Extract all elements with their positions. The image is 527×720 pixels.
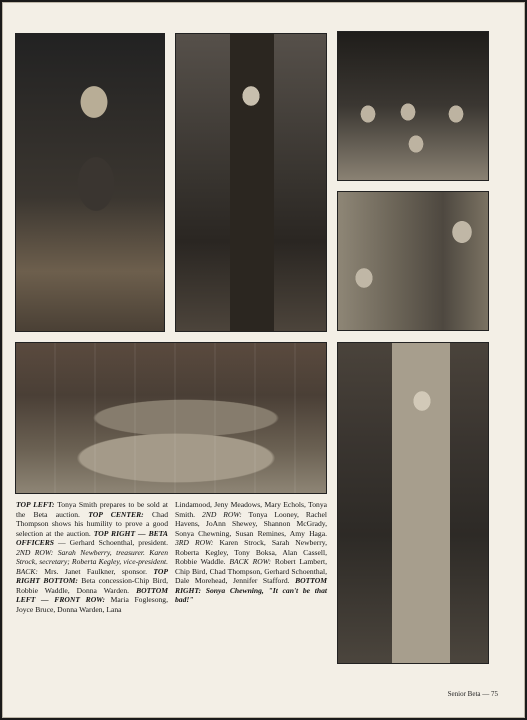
col2-run: BOTTOM RIGHT: Sonya Chewning, "It can't be that bad!" <box>175 576 327 605</box>
page-folio: Senior Beta — 75 <box>447 690 498 698</box>
photo-chad-thompson <box>175 33 327 332</box>
col1-run: Tonya Smith prepares to be sold at the Beta auction. <box>16 500 168 519</box>
photo-beta-concession <box>337 191 489 331</box>
col1-run: Sarah Newberry, treasurer. Karen Strock, secretary; Roberta Kegley, vice-president. BACK: <box>16 547 169 576</box>
yearbook-page <box>2 2 525 718</box>
col2-run: 3RD ROW: <box>175 538 214 548</box>
col1-run: — Gerhard Schoenthal, president. <box>54 538 168 548</box>
col2-run: Lindamood, Jeny Meadows, Mary Echols, Tonya Smith. <box>175 500 327 519</box>
col2-run: 2ND ROW: <box>201 509 242 519</box>
col1-run: TOP RIGHT — BETA OFFICERS <box>16 528 168 548</box>
photo-beta-club-group <box>15 342 327 494</box>
col1-run: TOP LEFT: <box>16 500 55 509</box>
col1-run: TOP RIGHT BOTTOM: <box>16 566 168 586</box>
col2-run: Tonya Looney, Rachel Havens, JoAnn Shewey, Shannon McGrady, Sonya Chewning, Susan Remines, Amy Haga. <box>175 509 327 538</box>
col2-run: BACK ROW: <box>229 557 272 567</box>
col1-run: Maria Foglesong, Joyce Bruce, Donna Warden, Lana <box>16 595 168 615</box>
photo-beta-officers <box>337 31 489 181</box>
photo-sonya-chewning <box>337 342 489 664</box>
photo-tonya-smith-auction <box>15 33 165 332</box>
col1-run: 2ND ROW: <box>16 547 54 557</box>
col1-run: Chad Thompson shows his humility to prove a good selection at the auction. <box>16 509 168 538</box>
caption-column-1 <box>16 500 168 615</box>
caption-column-2 <box>175 500 327 605</box>
col2-run: Robert Lambert, Chip Bird, Chad Thompson, Gerhard Schoenthal, Dale Morehead, Jennifer Stafford. <box>175 557 327 586</box>
col2-run: Karen Strock, Sarah Newberry, Roberta Kegley, Tony Boksa, Alan Cassell, Robbie Waddle. <box>175 538 327 567</box>
col1-run: BOTTOM LEFT — FRONT ROW: <box>16 585 168 605</box>
col1-run: TOP CENTER: <box>88 509 144 519</box>
col1-run: Beta concession-Chip Bird, Robbie Waddle, Donna Warden. <box>16 576 168 595</box>
col1-run: Mrs. Janet Faulkner, sponsor. <box>37 566 154 576</box>
